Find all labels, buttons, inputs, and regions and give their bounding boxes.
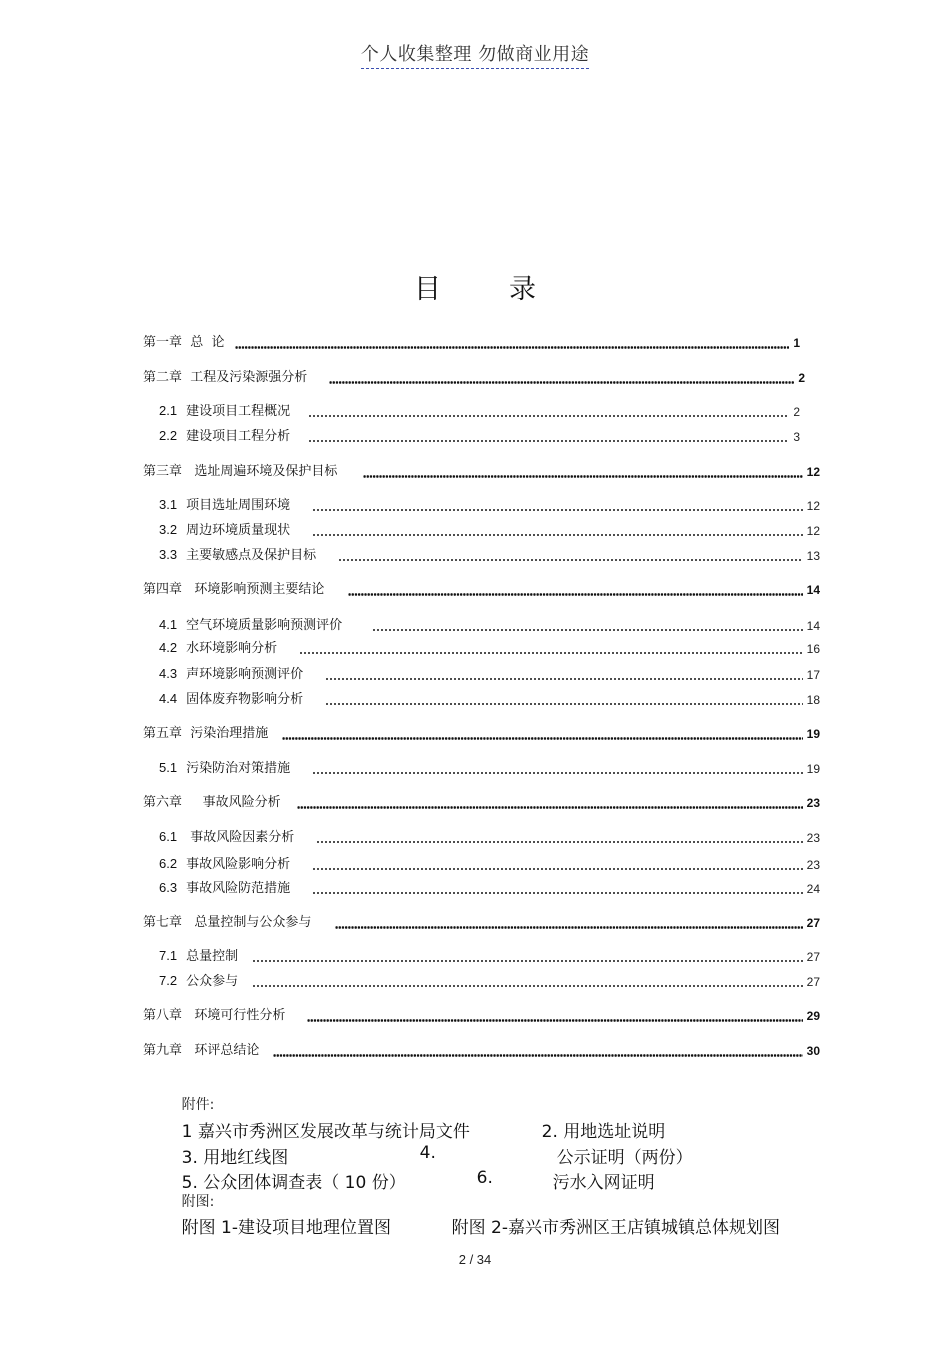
toc-entry-title: 污染防治对策措施	[186, 761, 291, 776]
attachment-5: 5. 公众团体调查表（ 10 份）	[181, 1173, 406, 1193]
toc-page-number: 27	[806, 950, 820, 964]
attachment-6-num: 6.	[476, 1168, 493, 1188]
toc-chapter-entry[interactable]	[143, 581, 820, 599]
toc-section-entry[interactable]	[159, 829, 820, 847]
toc-page-number: 23	[806, 858, 820, 872]
toc-page-number: 27	[806, 916, 820, 930]
attachments-heading: 附件:	[181, 1097, 215, 1113]
toc-page-number: 23	[806, 831, 820, 845]
toc-entry-number: 6.1	[159, 829, 178, 844]
page-indicator: 2 / 34	[458, 1252, 492, 1267]
toc-chapter-entry[interactable]	[143, 725, 820, 743]
toc-leader-dots	[273, 1042, 802, 1060]
toc-entry-number: 3.3	[159, 547, 178, 562]
page-footer	[0, 1252, 950, 1267]
toc-chapter-entry[interactable]	[143, 794, 820, 812]
toc-leader-dots	[372, 617, 803, 635]
toc-chapter-entry[interactable]	[143, 1042, 820, 1060]
toc-page-number: 16	[806, 642, 820, 656]
toc-entry-number: 3.1	[159, 497, 178, 512]
toc-entry-title: 事故风险因素分析	[186, 830, 295, 845]
toc-entry-label	[159, 496, 290, 515]
toc-page-number: 30	[806, 1044, 820, 1058]
toc-entry-label	[159, 879, 290, 898]
toc-page-number: 18	[806, 693, 820, 707]
figures-heading: 附图:	[181, 1194, 215, 1210]
attachment-3: 3. 用地红线图	[181, 1148, 289, 1168]
toc-entry-number: 7.1	[159, 948, 178, 963]
toc-section-entry[interactable]	[159, 691, 820, 709]
toc-leader-dots	[308, 403, 789, 421]
toc-entry-label	[143, 725, 268, 743]
toc-entry-title: 事故风险防范措施	[186, 881, 291, 896]
toc-leader-dots	[282, 725, 802, 743]
toc-section-entry[interactable]	[159, 403, 800, 421]
toc-chapter-entry[interactable]	[143, 369, 805, 387]
toc-entry-title: 第二章 工程及污染源强分析	[143, 370, 308, 385]
toc-section-entry[interactable]	[159, 948, 820, 966]
toc-page-number: 14	[806, 619, 820, 633]
toc-entry-label	[143, 794, 281, 812]
toc-section-entry[interactable]	[159, 640, 820, 658]
toc-entry-title: 事故风险影响分析	[186, 857, 291, 872]
toc-entry-label	[143, 1042, 259, 1060]
toc-chapter-entry[interactable]	[143, 914, 820, 932]
toc-page-number: 12	[806, 465, 820, 479]
toc-chapter-entry[interactable]	[143, 334, 800, 352]
toc-section-entry[interactable]	[159, 428, 800, 446]
toc-section-entry[interactable]	[159, 522, 820, 540]
toc-entry-label	[159, 521, 290, 540]
toc-entry-title: 第七章 总量控制与公众参与	[143, 915, 312, 930]
toc-entry-number: 5.1	[159, 760, 178, 775]
toc-entry-label	[143, 581, 324, 599]
toc-entry-number: 7.2	[159, 973, 178, 988]
toc-page-number: 13	[806, 549, 820, 563]
toc-page-number: 19	[806, 762, 820, 776]
attachment-2: 2. 用地选址说明	[541, 1122, 666, 1142]
toc-page-number: 27	[806, 975, 820, 989]
toc-entry-label	[159, 972, 238, 991]
toc-entry-title: 周边环境质量现状	[186, 523, 291, 538]
toc-section-entry[interactable]	[159, 973, 820, 991]
toc-entry-title: 第九章 环评总结论	[143, 1043, 260, 1058]
toc-leader-dots	[363, 463, 802, 481]
attachment-4: 公示证明（两份）	[556, 1148, 693, 1168]
toc-entry-title: 空气环境质量影响预测评价	[186, 618, 343, 633]
toc-leader-dots	[299, 640, 803, 658]
toc-entry-label	[143, 463, 337, 481]
toc-leader-dots	[316, 829, 802, 847]
toc-leader-dots	[252, 973, 803, 991]
toc-section-entry[interactable]	[159, 497, 820, 515]
toc-entry-title: 第八章 环境可行性分析	[143, 1008, 286, 1023]
toc-entry-number: 6.3	[159, 880, 178, 895]
toc-leader-dots	[348, 581, 802, 599]
toc-entry-label	[143, 914, 311, 932]
toc-section-entry[interactable]	[159, 666, 820, 684]
toc-entry-title: 第五章 污染治理措施	[143, 726, 269, 741]
toc-leader-dots	[338, 547, 803, 565]
page-header	[0, 40, 950, 69]
toc-entry-number: 4.2	[159, 640, 178, 655]
toc-entry-title: 第六章 事故风险分析	[143, 795, 281, 810]
toc-leader-dots	[335, 914, 802, 932]
toc-page-number: 1	[793, 336, 800, 350]
toc-leader-dots	[312, 522, 803, 540]
toc-entry-label	[159, 546, 316, 565]
toc-entry-number: 2.2	[159, 428, 178, 443]
toc-entry-label	[159, 665, 303, 684]
toc-entry-label	[143, 334, 225, 352]
toc-section-entry[interactable]	[159, 856, 820, 874]
toc-entry-title: 第一章 总 论	[143, 335, 225, 350]
toc-chapter-entry[interactable]	[143, 463, 820, 481]
toc-entry-number: 2.1	[159, 403, 178, 418]
toc-leader-dots	[329, 369, 794, 387]
toc-entry-number: 3.2	[159, 522, 178, 537]
toc-entry-label	[159, 828, 294, 847]
toc-entry-title: 总量控制	[186, 949, 239, 964]
toc-section-entry[interactable]	[159, 617, 820, 635]
figure-2: 附图 2-嘉兴市秀洲区王店镇城镇总体规划图	[451, 1218, 780, 1238]
toc-entry-label	[159, 855, 290, 874]
toc-section-entry[interactable]	[159, 880, 820, 898]
toc-entry-label	[159, 616, 342, 635]
toc-entry-label	[159, 402, 290, 421]
toc-entry-number: 6.2	[159, 856, 178, 871]
toc-entry-title: 建设项目工程概况	[186, 404, 291, 419]
toc-page-number: 14	[806, 583, 820, 597]
toc-page-number: 19	[806, 727, 820, 741]
toc-entry-label	[143, 369, 307, 387]
toc-title	[0, 267, 950, 306]
toc-section-entry[interactable]	[159, 547, 820, 565]
toc-leader-dots	[312, 760, 803, 778]
toc-leader-dots	[308, 428, 789, 446]
toc-entry-title: 第三章 选址周遍环境及保护目标	[143, 464, 338, 479]
toc-page-number: 12	[806, 499, 820, 513]
toc-title-char-2: 录	[509, 274, 536, 305]
toc-entry-title: 公众参与	[186, 974, 239, 989]
toc-entry-title: 建设项目工程分析	[186, 429, 291, 444]
toc-leader-dots	[325, 666, 803, 684]
toc-entry-label	[159, 690, 303, 709]
toc-entry-number: 4.1	[159, 617, 178, 632]
toc-page-number: 29	[806, 1009, 820, 1023]
attachment-4-num: 4.	[419, 1143, 436, 1163]
toc-page-number: 17	[806, 668, 820, 682]
header-text: 个人收集整理 勿做商业用途	[361, 40, 589, 69]
toc-leader-dots	[297, 794, 803, 812]
toc-chapter-entry[interactable]	[143, 1007, 820, 1025]
toc-leader-dots	[325, 691, 803, 709]
toc-entry-label	[159, 427, 290, 446]
toc-entry-title: 声环境影响预测评价	[186, 667, 304, 682]
toc-page-number: 24	[806, 882, 820, 896]
toc-page-number: 3	[793, 430, 800, 444]
toc-entry-label	[159, 759, 290, 778]
toc-entry-label	[159, 947, 238, 966]
toc-leader-dots	[312, 497, 803, 515]
toc-entry-title: 第四章 环境影响预测主要结论	[143, 582, 325, 597]
toc-entry-title: 固体废弃物影响分析	[186, 692, 304, 707]
toc-page-number: 2	[793, 405, 800, 419]
toc-entry-title: 水环境影响分析	[186, 641, 278, 656]
toc-leader-dots	[235, 334, 790, 352]
attachment-1: 1 嘉兴市秀洲区发展改革与统计局文件	[181, 1122, 470, 1142]
toc-entry-label	[143, 1007, 285, 1025]
toc-title-char-1: 目	[414, 274, 441, 305]
toc-page-number: 12	[806, 524, 820, 538]
toc-entry-label	[159, 639, 277, 658]
toc-section-entry[interactable]	[159, 760, 820, 778]
attachment-6: 污水入网证明	[552, 1173, 655, 1193]
toc-entry-number: 4.3	[159, 666, 178, 681]
toc-entry-number: 4.4	[159, 691, 178, 706]
toc-page-number: 23	[806, 796, 820, 810]
toc-leader-dots	[312, 856, 803, 874]
toc-page-number: 2	[798, 371, 805, 385]
figure-1: 附图 1-建设项目地理位置图	[181, 1218, 391, 1238]
toc-entry-title: 主要敏感点及保护目标	[186, 548, 317, 563]
toc-entry-title: 项目选址周围环境	[186, 498, 291, 513]
toc-leader-dots	[312, 880, 803, 898]
toc-leader-dots	[252, 948, 803, 966]
toc-leader-dots	[307, 1007, 802, 1025]
